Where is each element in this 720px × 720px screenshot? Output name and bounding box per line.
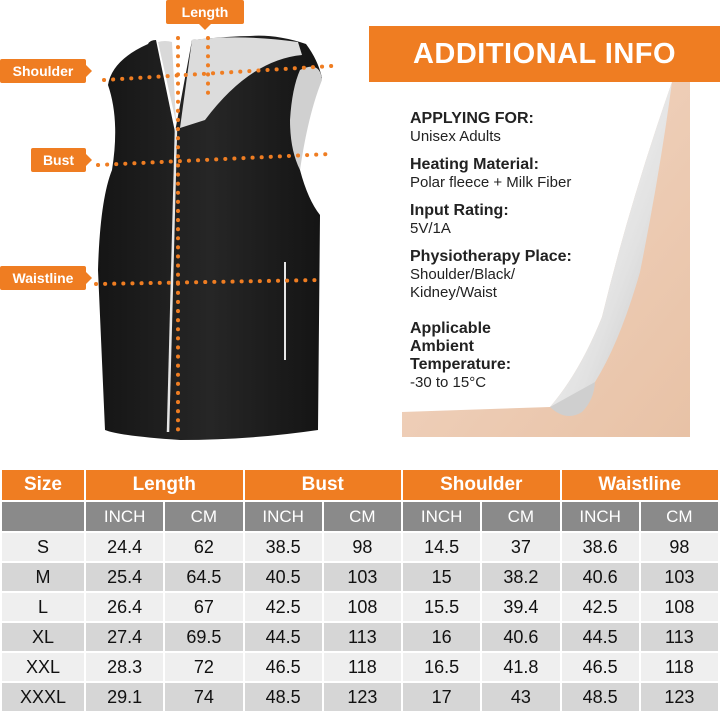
waistline-label: Waistline [0,266,86,290]
table-row [2,683,718,711]
table-cell: 123 [324,683,401,711]
table-cell: 15 [403,563,480,591]
size-cell: XXL [2,653,84,681]
unit-header-row [2,502,718,531]
size-cell: XL [2,623,84,651]
table-cell: 69.5 [165,623,242,651]
table-cell: 42.5 [245,593,322,621]
info-title: Input Rating: [410,202,509,219]
table-cell: 108 [641,593,718,621]
additional-info-list [410,110,600,402]
table-cell: 38.2 [482,563,559,591]
table-cell: 44.5 [562,623,639,651]
table-row [2,623,718,651]
unit-header-blank [2,502,84,531]
table-cell: 64.5 [165,563,242,591]
table-cell: 72 [165,653,242,681]
unit-header: INCH [86,502,163,531]
table-cell: 29.1 [86,683,163,711]
length-header: Length [86,470,243,500]
table-cell: 15.5 [403,593,480,621]
table-cell: 28.3 [86,653,163,681]
table-cell: 14.5 [403,533,480,561]
table-cell: 40.5 [245,563,322,591]
shoulder-label: Shoulder [0,59,86,83]
table-cell: 40.6 [482,623,559,651]
info-item-input-rating [410,202,600,238]
shoulder-header: Shoulder [403,470,560,500]
info-value: Shoulder/Black/ Kidney/Waist [410,266,516,301]
size-chart-table [0,468,720,713]
table-cell: 38.5 [245,533,322,561]
unit-header: CM [482,502,559,531]
table-cell: 17 [403,683,480,711]
size-cell: M [2,563,84,591]
length-label: Length [166,0,244,24]
info-item-applying [410,110,600,146]
size-cell: S [2,533,84,561]
waistline-header: Waistline [562,470,719,500]
table-cell: 16 [403,623,480,651]
table-cell: 16.5 [403,653,480,681]
table-cell: 25.4 [86,563,163,591]
table-cell: 48.5 [245,683,322,711]
table-cell: 48.5 [562,683,639,711]
info-title: Heating Material: [410,156,539,173]
table-cell: 98 [324,533,401,561]
table-cell: 74 [165,683,242,711]
info-value: Polar fleece + Milk Fiber [410,174,572,191]
table-cell: 123 [641,683,718,711]
table-cell: 62 [165,533,242,561]
table-cell: 113 [641,623,718,651]
table-cell: 103 [324,563,401,591]
size-cell: XXXL [2,683,84,711]
info-item-temperature [410,320,520,392]
size-header: Size [2,470,84,500]
table-cell: 27.4 [86,623,163,651]
table-cell: 38.6 [562,533,639,561]
table-cell: 42.5 [562,593,639,621]
table-cell: 43 [482,683,559,711]
unit-header: CM [165,502,242,531]
info-value: -30 to 15°C [410,374,487,391]
table-cell: 46.5 [245,653,322,681]
info-value: 5V/1A [410,220,451,237]
table-cell: 39.4 [482,593,559,621]
info-title: APPLYING FOR: [410,110,534,127]
table-row [2,563,718,591]
table-row [2,533,718,561]
table-cell: 26.4 [86,593,163,621]
unit-header: CM [641,502,718,531]
info-item-material [410,156,600,192]
table-cell: 113 [324,623,401,651]
table-cell: 108 [324,593,401,621]
unit-header: INCH [403,502,480,531]
info-title: Applicable Ambient Temperature: [410,320,512,373]
unit-header: INCH [245,502,322,531]
table-cell: 98 [641,533,718,561]
unit-header: INCH [562,502,639,531]
table-row [2,593,718,621]
table-cell: 46.5 [562,653,639,681]
table-cell: 118 [324,653,401,681]
info-item-physiotherapy [410,248,572,302]
table-cell: 40.6 [562,563,639,591]
size-cell: L [2,593,84,621]
info-title: Physiotherapy Place: [410,248,572,265]
table-cell: 103 [641,563,718,591]
additional-info-header: ADDITIONAL INFO [369,26,720,82]
bust-header: Bust [245,470,402,500]
table-cell: 37 [482,533,559,561]
table-cell: 44.5 [245,623,322,651]
table-cell: 67 [165,593,242,621]
bust-label: Bust [31,148,86,172]
unit-header: CM [324,502,401,531]
table-cell: 24.4 [86,533,163,561]
table-cell: 118 [641,653,718,681]
info-value: Unisex Adults [410,128,501,145]
table-row [2,653,718,681]
group-header-row [2,470,718,500]
table-cell: 41.8 [482,653,559,681]
